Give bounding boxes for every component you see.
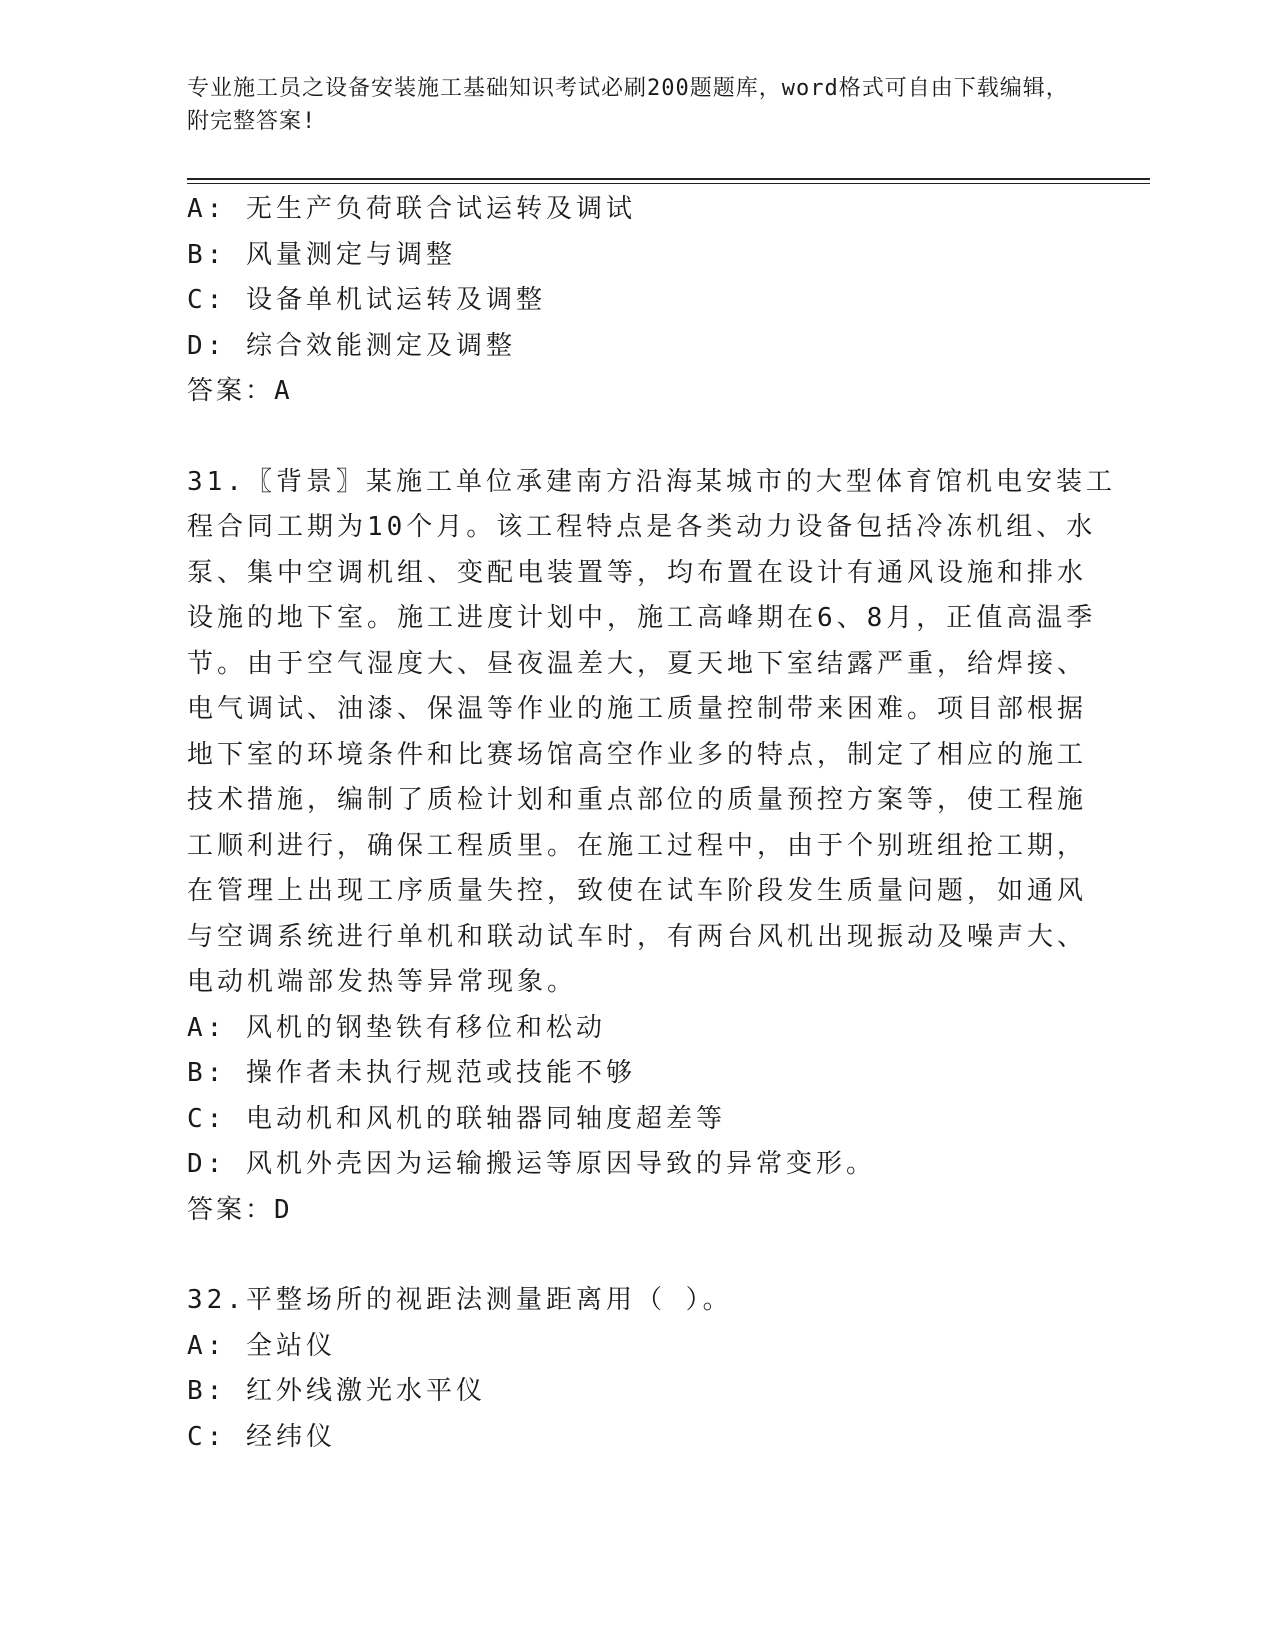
document-header: 专业施工员之设备安装施工基础知识考试必刷200题题库，word格式可自由下载编辑，附完整答案! [187, 76, 1069, 134]
question-32 [187, 1278, 1087, 1460]
question-stem: 32.平整场所的视距法测量距离用（ ）。 [187, 1285, 733, 1315]
option-d: D: 综合效能测定及调整 [187, 330, 516, 361]
question-30 [187, 187, 1087, 415]
option-b: B: 红外线激光水平仪 [187, 1376, 486, 1406]
question-content [187, 187, 1116, 1460]
question-stem-line: 31.〖背景〗某施工单位承建南方沿海某城市的大型体育馆机电安装工 [187, 466, 1116, 497]
question-stem-line: 设施的地下室。施工进度计划中，施工高峰期在6、8月，正值高温季 [187, 603, 1097, 633]
question-stem-line: 与空调系统进行单机和联动试车时，有两台风机出现振动及噪声大、 [187, 921, 1088, 952]
option-d: D: 风机外壳因为运输搬运等原因导致的异常变形。 [187, 1149, 876, 1179]
question-stem-line: 工顺利进行，确保工程质里。在施工过程中，由于个别班组抢工期， [187, 830, 1088, 861]
question-stem-line: 地下室的环境条件和比赛场馆高空作业多的特点，制定了相应的施工 [187, 739, 1088, 770]
question-stem-line: 节。由于空气湿度大、昼夜温差大，夏天地下室结露严重，给焊接、 [187, 648, 1088, 679]
question-stem-line: 电气调试、油漆、保温等作业的施工质量控制带来困难。项目部根据 [187, 694, 1088, 724]
option-a: A: 风机的钢垫铁有移位和松动 [187, 1012, 606, 1043]
option-a: A: 全站仪 [187, 1330, 336, 1361]
header-divider-thick [187, 178, 1150, 180]
option-c: C: 电动机和风机的联轴器同轴度超差等 [187, 1103, 726, 1134]
option-b: B: 风量测定与调整 [187, 239, 456, 270]
answer: 答案：D [187, 1194, 293, 1225]
question-stem-line: 技术措施，编制了质检计划和重点部位的质量预控方案等，使工程施 [187, 785, 1088, 815]
option-c: C: 经纬仪 [187, 1421, 336, 1452]
question-31 [187, 460, 1116, 1234]
option-a: A: 无生产负荷联合试运转及调试 [187, 194, 636, 224]
question-stem-line: 电动机端部发热等异常现象。 [187, 967, 578, 997]
question-stem-line: 泵、集中空调机组、变配电装置等，均布置在设计有通风设施和排水 [187, 557, 1088, 588]
answer: 答案：A [187, 376, 293, 406]
question-stem-line: 程合同工期为10个月。该工程特点是各类动力设备包括冷冻机组、水 [187, 512, 1097, 542]
header-divider-thin [187, 183, 1150, 184]
question-stem-line: 在管理上出现工序质量失控，致使在试车阶段发生质量问题，如通风 [187, 876, 1088, 906]
option-b: B: 操作者未执行规范或技能不够 [187, 1058, 636, 1088]
option-c: C: 设备单机试运转及调整 [187, 285, 546, 315]
